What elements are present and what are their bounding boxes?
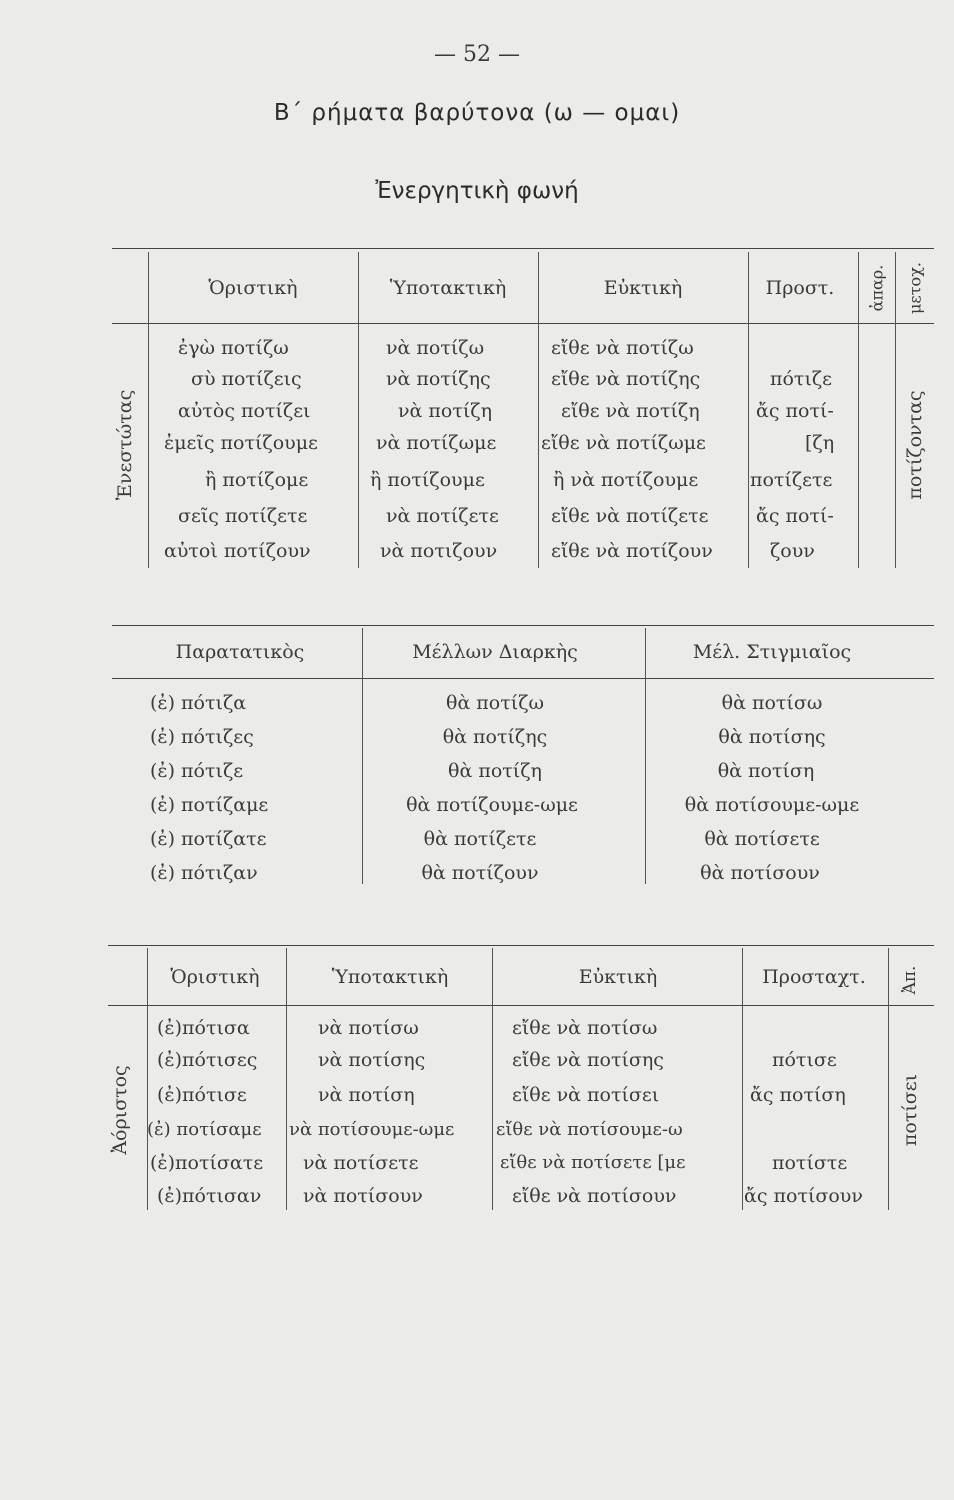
future-simple-cell: θὰ ποτίσω <box>721 692 823 714</box>
aorist-header-imperative: Προσταχτ. <box>762 966 866 988</box>
present-indicative-cell: σεῖς ποτίζετε <box>178 505 308 527</box>
present-subjunctive-cell: νὰ ποτιζουν <box>380 540 498 562</box>
present-indicative-cell: αὐτὸς ποτίζει <box>178 400 311 422</box>
row-label-present: Ἐνεστώτας <box>114 389 136 501</box>
header-optative: Εὐκτικὴ <box>603 277 683 299</box>
aorist-optative-cell: εἴθε νὰ ποτίσουν <box>512 1185 677 1207</box>
header-imperfect: Παρατατικὸς <box>175 641 305 663</box>
present-imperative-cell: [ζη <box>805 432 835 454</box>
present-indicative-cell: ἢ ποτίζομε <box>205 469 309 491</box>
aorist-indicative-cell: (ἐ)πότισαν <box>157 1185 262 1207</box>
aorist-subjunctive-cell: νὰ ποτίσουμε-ωμε <box>289 1119 455 1140</box>
aorist-subjunctive-cell: νὰ ποτίσουν <box>303 1185 423 1207</box>
future-simple-cell: θὰ ποτίσης <box>718 726 826 748</box>
future-continuous-cell: θὰ ποτίζουμε-ωμε <box>406 794 578 816</box>
future-continuous-cell: θὰ ποτίζω <box>446 692 544 714</box>
future-simple-cell: θὰ ποτίση <box>717 760 815 782</box>
present-subjunctive-cell: νὰ ποτίζω <box>386 337 485 359</box>
aorist-header-optative: Εὐκτικὴ <box>578 966 658 988</box>
header-subjunctive: Ὑποτακτικὴ <box>389 277 507 299</box>
present-optative-cell: εἴθε νὰ ποτίζετε <box>551 505 709 527</box>
aorist-infinitive: ποτίσει <box>899 1073 921 1147</box>
future-simple-cell: θὰ ποτίσετε <box>704 828 820 850</box>
header-infinitive: ἀπαρ. <box>867 264 887 312</box>
imperfect-cell: (ἐ) ποτίζαμε <box>150 794 269 816</box>
present-subjunctive-cell: νὰ ποτίζετε <box>386 505 499 527</box>
aorist-subjunctive-cell: νὰ ποτίσης <box>318 1049 426 1071</box>
aorist-indicative-cell: (ἐ) ποτίσαμε <box>147 1119 262 1140</box>
header-imperative: Προστ. <box>765 277 835 299</box>
aorist-indicative-cell: (ἐ)ποτίσατε <box>150 1152 264 1174</box>
aorist-optative-cell: εἴθε νὰ ποτίσει <box>512 1084 660 1106</box>
present-imperative-cell: ἄς ποτί- <box>756 505 834 527</box>
aorist-optative-cell: εἴθε νὰ ποτίσουμε-ω <box>496 1119 683 1140</box>
future-simple-cell: θὰ ποτίσουμε-ωμε <box>684 794 860 816</box>
present-optative-cell: ἢ νὰ ποτίζουμε <box>553 469 699 491</box>
aorist-optative-cell: εἴθε νὰ ποτίσω <box>512 1017 658 1039</box>
page-number: — 52 — <box>434 42 520 67</box>
aorist-subjunctive-cell: νὰ ποτίσω <box>318 1017 419 1039</box>
aorist-indicative-cell: (ἐ)πότισε <box>157 1084 247 1106</box>
header-participle: μετοχ. <box>905 262 925 314</box>
present-optative-cell: εἴθε νὰ ποτίζουν <box>551 540 713 562</box>
header-future-simple: Μέλ. Στιγμιαῖος <box>692 641 852 663</box>
present-indicative-cell: σὺ ποτίζεις <box>191 368 302 390</box>
row-label-aorist: Ἀόριστος <box>109 1065 131 1155</box>
future-continuous-cell: θὰ ποτίζης <box>442 726 548 748</box>
present-imperative-cell: πότιζε <box>770 368 833 390</box>
aorist-header-infinitive: Ἀπ. <box>900 965 920 995</box>
imperfect-cell: (ἐ) πότιζε <box>150 760 244 782</box>
present-subjunctive-cell: νὰ ποτίζη <box>398 400 492 422</box>
present-indicative-cell: ἐμεῖς ποτίζουμε <box>164 432 318 454</box>
future-continuous-cell: θὰ ποτίζετε <box>423 828 537 850</box>
present-optative-cell: εἴθε νὰ ποτίζη <box>561 400 700 422</box>
present-optative-cell: εἴθε νὰ ποτίζω <box>551 337 694 359</box>
future-continuous-cell: θὰ ποτίζη <box>448 760 542 782</box>
present-imperative-cell: ποτίζετε <box>750 469 833 491</box>
aorist-optative-cell: εἴθε νὰ ποτίσετε [με <box>500 1152 686 1173</box>
present-indicative-cell: ἐγὼ ποτίζω <box>178 337 289 359</box>
present-imperative-cell: ἄς ποτί- <box>756 400 834 422</box>
aorist-header-subjunctive: Ὑποτακτικὴ <box>331 966 449 988</box>
section-heading: Β΄ ρήματα βαρύτονα (ω — ομαι) <box>273 100 681 126</box>
present-subjunctive-cell: νὰ ποτίζης <box>386 368 491 390</box>
voice-subheading: Ἐνεργητικὴ φωνή <box>375 178 579 204</box>
aorist-subjunctive-cell: νὰ ποτίση <box>318 1084 415 1106</box>
future-simple-cell: θὰ ποτίσουν <box>700 862 820 884</box>
aorist-subjunctive-cell: νὰ ποτίσετε <box>303 1152 419 1174</box>
present-subjunctive-cell: ἢ ποτίζουμε <box>370 469 485 491</box>
present-optative-cell: εἴθε νὰ ποτίζωμε <box>541 432 706 454</box>
aorist-indicative-cell: (ἐ)πότισες <box>157 1049 258 1071</box>
imperfect-cell: (ἐ) πότιζα <box>150 692 247 714</box>
present-participle: ποτίζοντας <box>904 390 926 500</box>
imperfect-cell: (ἐ) πότιζες <box>150 726 254 748</box>
present-optative-cell: εἴθε νὰ ποτίζης <box>551 368 701 390</box>
aorist-imperative-cell: ποτίστε <box>772 1152 848 1174</box>
future-continuous-cell: θὰ ποτίζουν <box>421 862 539 884</box>
aorist-imperative-cell: ἄς ποτίσουν <box>744 1185 863 1207</box>
present-indicative-cell: αὐτοὶ ποτίζουν <box>164 540 311 562</box>
aorist-imperative-cell: ἄς ποτίση <box>750 1084 846 1106</box>
aorist-optative-cell: εἴθε νὰ ποτίσης <box>512 1049 664 1071</box>
present-subjunctive-cell: νὰ ποτίζωμε <box>376 432 497 454</box>
aorist-header-indicative: Ὁριστικὴ <box>170 966 260 988</box>
imperfect-cell: (ἐ) πότιζαν <box>150 862 258 884</box>
header-future-continuous: Μέλλων Διαρκὴς <box>412 641 578 663</box>
header-indicative: Ὁριστικὴ <box>208 277 298 299</box>
aorist-imperative-cell: πότισε <box>772 1049 837 1071</box>
imperfect-cell: (ἐ) ποτίζατε <box>150 828 267 850</box>
aorist-indicative-cell: (ἐ)πότισα <box>157 1017 250 1039</box>
present-imperative-cell: ζουν <box>770 540 815 562</box>
